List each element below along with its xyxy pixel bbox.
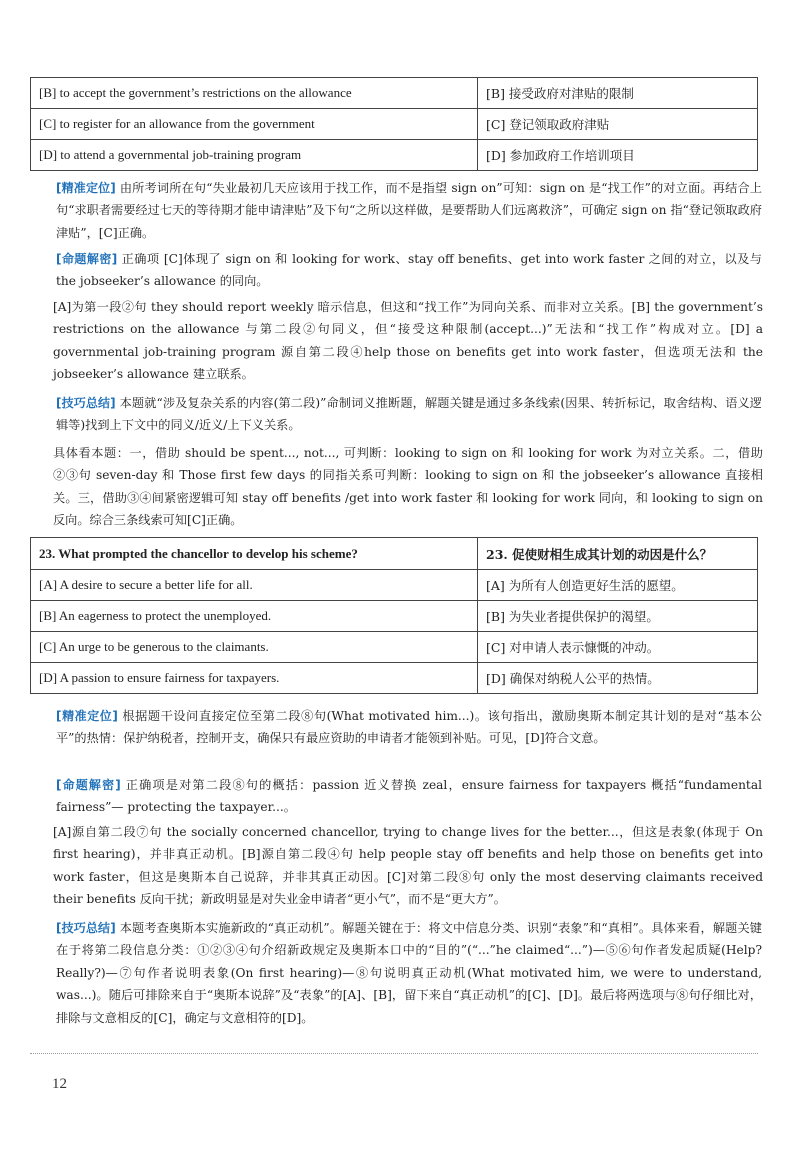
analysis-paragraph (56, 705, 762, 750)
analysis-paragraph (53, 821, 763, 911)
analysis-text: 本题考查奥斯本实施新政的“真正动机”。解题关键在于：将文中信息分类、识别“表象”和“真相”。具体来看，解题关键在于将第二段信息分类：①②③④句介绍新政规定及奥斯本口中的“目的”(“...”he claimed“...”)—⑤⑥句作者发起质疑(Help? Really?)—⑦句作者说明表象(On first hearing)—⑧句说明真正动机(What motivated him, we were to understand, was...)。随后可排除来自于“奥斯本说辞”及“表象”的[A]、[B]，留下来自“真正动机”的[C]、[D]。最后将两选项与⑧句仔细比对，排除与文意相反的[C]，确定与文意相符的[D]。 (56, 921, 762, 1025)
option-en: [D] A passion to ensure fairness for taxpayers. (31, 663, 478, 694)
footer-divider (30, 1053, 758, 1054)
question-zh: 23. 促使财相生成其计划的动因是什么？ (478, 538, 758, 570)
option-en: [C] An urge to be generous to the claimants. (31, 632, 478, 663)
option-en: [B] to accept the government’s restrictions on the allowance (31, 78, 478, 109)
options-table-22 (30, 77, 758, 171)
option-zh: [A] 为所有人创造更好生活的愿望。 (478, 570, 758, 601)
options-table-23 (30, 537, 758, 694)
table-row (31, 632, 758, 663)
section-tag: [技巧总结] (56, 921, 116, 935)
analysis-text: [A]源自第二段⑦句 the socially concerned chancellor, trying to change lives for the better...，但这是表象(体现于 On first hearing)，并非真正动机。[B]源自第二段④句 help people stay off benefits and help those on benefits get into work faster，但这是奥斯本自己说辞，并非其真正动因。[C]对第二段⑧句 only the most deserving claimants received their benefits 反向干扰；新政明显是对失业金申请者“更小气”，而不是“更大方”。 (53, 825, 763, 907)
analysis-paragraph (56, 177, 762, 244)
page-number: 12 (52, 1076, 67, 1092)
analysis-text: [A]为第一段②句 they should report weekly 暗示信息，但这和“找工作”为同向关系、而非对立关系。[B] the government’s restrictions on the allowance 与第二段②句同义，但“接受这种限制(accept...)”无法和“找工作”构成对立。[D] a governmental job-training program 源自第二段④help those on benefits get into work faster，但选项无法和 the jobseeker’s allowance 建立联系。 (53, 300, 763, 382)
section-tag: [命题解密] (56, 778, 121, 792)
analysis-text: 由所考词所在句“失业最初几天应该用于找工作，而不是指望 sign on”可知：sign on 是“找工作”的对立面。再结合上句“求职者需要经过七天的等待期才能申请津贴”及下句“之所以这样做，是要帮助人们远离救济”，可确定 sign on 指“登记领取政府津贴”，[C]正确。 (56, 181, 762, 240)
analysis-paragraph (56, 248, 762, 293)
question-row (31, 538, 758, 570)
question-en: 23. What prompted the chancellor to develop his scheme? (31, 538, 478, 570)
option-zh: [C] 对申请人表示慷慨的冲动。 (478, 632, 758, 663)
option-zh: [B] 接受政府对津贴的限制 (478, 78, 758, 109)
section-tag: [精准定位] (56, 709, 118, 723)
analysis-paragraph (53, 442, 763, 532)
analysis-paragraph (56, 774, 762, 819)
table-row (31, 570, 758, 601)
analysis-paragraph (53, 296, 763, 386)
table-row (31, 78, 758, 109)
table-row (31, 663, 758, 694)
section-tag: [命题解密] (56, 252, 118, 266)
table-row (31, 140, 758, 171)
section-tag: [技巧总结] (56, 396, 116, 410)
analysis-text: 正确项 [C]体现了 sign on 和 looking for work、stay off benefits、get into work faster 之间的对立，以及与 the jobseeker’s allowance 的同向。 (56, 252, 762, 289)
option-en: [B] An eagerness to protect the unemployed. (31, 601, 478, 632)
option-zh: [D] 确保对纳税人公平的热情。 (478, 663, 758, 694)
table-row (31, 109, 758, 140)
option-zh: [B] 为失业者提供保护的渴望。 (478, 601, 758, 632)
option-en: [C] to register for an allowance from the government (31, 109, 478, 140)
option-zh: [C] 登记领取政府津贴 (478, 109, 758, 140)
analysis-paragraph (56, 917, 762, 1029)
analysis-text: 具体看本题：一，借助 should be spent..., not..., 可判断：looking to sign on 和 looking for work 为对立关系。二，借助②③句 seven-day 和 Those first few days 的同指关系可判断：looking to sign on 和 the jobseeker’s allowance 直接相关。三，借助③④间紧密逻辑可知 stay off benefits /get into work faster 和 looking for work 同向，和 looking to sign on 反向。综合三条线索可知[C]正确。 (53, 446, 763, 528)
section-tag: [精准定位] (56, 181, 116, 195)
analysis-text: 正确项是对第二段⑧句的概括：passion 近义替换 zeal，ensure fairness for taxpayers 概括“fundamental fairness”— protecting the taxpayer...。 (56, 778, 762, 815)
table-row (31, 601, 758, 632)
option-en: [A] A desire to secure a better life for all. (31, 570, 478, 601)
analysis-paragraph (56, 392, 762, 437)
option-zh: [D] 参加政府工作培训项目 (478, 140, 758, 171)
analysis-text: 本题就“涉及复杂关系的内容(第二段)”命制词义推断题，解题关键是通过多条线索(因果、转折标记，取舍结构、语义逻辑等)找到上下文中的同义/近义/上下义关系。 (56, 396, 762, 433)
analysis-text: 根据题干设问直接定位至第二段⑧句(What motivated him...)。该句指出，激励奥斯本制定其计划的是对“基本公平”的热情：保护纳税者，控制开支，确保只有最应资助的申请者才能领到补贴。可见，[D]符合文意。 (56, 709, 762, 746)
option-en: [D] to attend a governmental job-training program (31, 140, 478, 171)
